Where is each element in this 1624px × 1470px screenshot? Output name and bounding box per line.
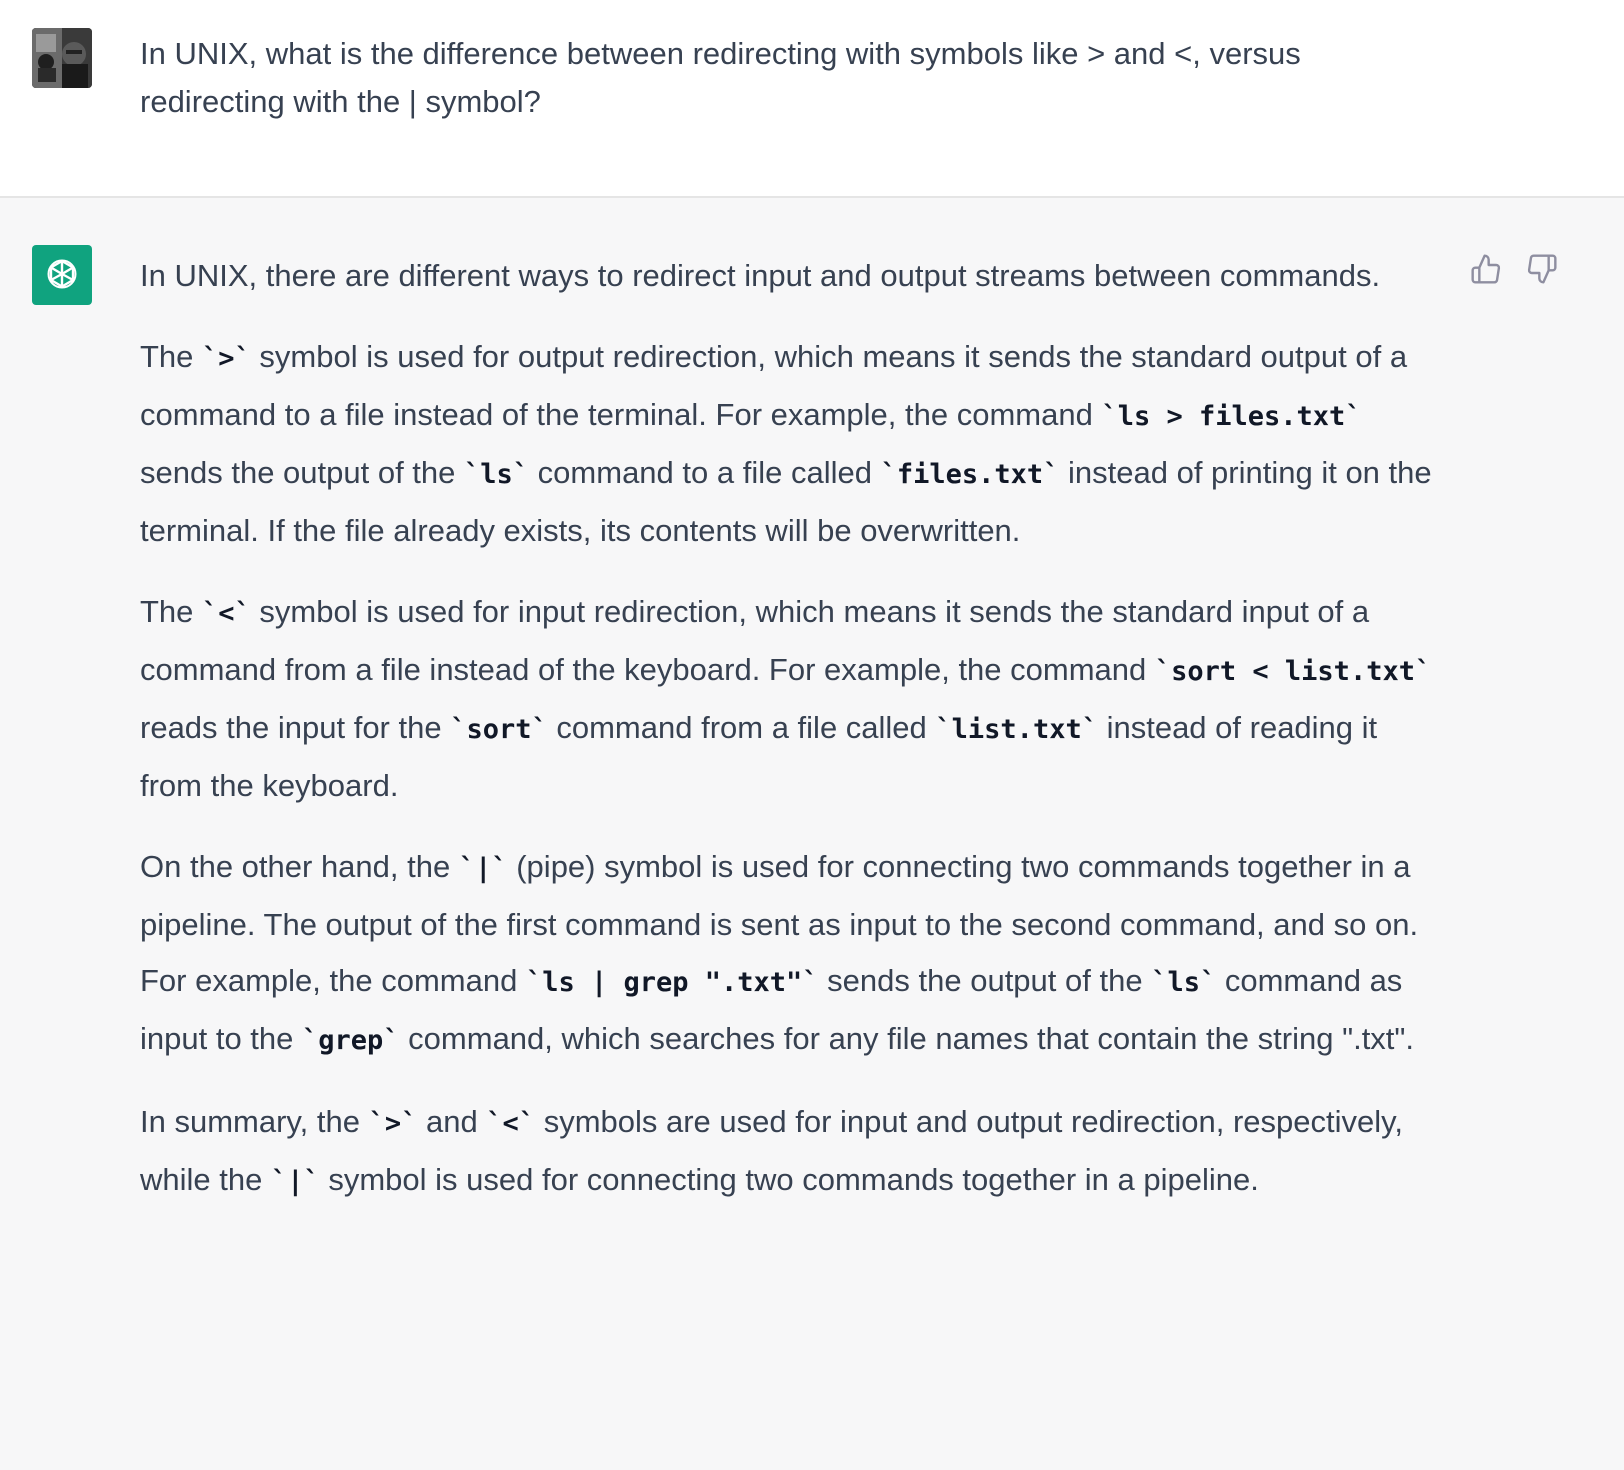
answer-text: instead of printing it on the terminal. If the file already exists, its contents will be overwritten. [140, 455, 1432, 548]
openai-logo-icon [32, 245, 92, 305]
assistant-message [0, 198, 1624, 1470]
inline-code: `ls | grep ".txt"` [525, 967, 819, 998]
answer-text: instead of reading it from the keyboard. [140, 710, 1378, 803]
inline-code: `sort < list.txt` [1154, 656, 1432, 687]
inline-code: `ls > files.txt` [1101, 401, 1362, 432]
answer-text: In summary, the [140, 1104, 369, 1139]
inline-code: `<` [486, 1108, 536, 1139]
user-message [0, 0, 1624, 198]
user-question: In UNIX, what is the difference between redirecting with symbols like > and <, versus redirecting with the | symbol? [140, 36, 1301, 119]
answer-text: symbol is used for input redirection, which means it sends the standard input of a command from a file instead of the keyboard. For example, the command [140, 594, 1370, 687]
answer-text: command to a file called [529, 455, 881, 490]
thumbs-down-icon[interactable] [1525, 252, 1559, 286]
inline-code: `>` [202, 343, 251, 374]
answer-text: sends the output of the [140, 455, 465, 490]
answer-text: The [140, 339, 203, 374]
answer-paragraph [140, 1094, 1440, 1210]
inline-code: `sort` [450, 714, 548, 745]
answer-paragraph [140, 329, 1440, 559]
user-avatar [32, 28, 92, 88]
answer-text: reads the input for the [140, 710, 451, 745]
answer-text: command from a file called [547, 710, 936, 745]
answer-text: sends the output of the [818, 963, 1152, 998]
answer-text: command, which searches for any file names that contain the string ".txt". [399, 1021, 1415, 1056]
answer-text: and [417, 1104, 487, 1139]
answer-text: On the other hand, the [140, 849, 459, 884]
thumbs-up-icon[interactable] [1469, 252, 1503, 286]
inline-code: `|` [270, 1166, 320, 1197]
answer-paragraph [140, 584, 1440, 814]
inline-code: `ls` [1151, 967, 1217, 998]
answer-paragraph [140, 248, 1440, 304]
answer-text: In UNIX, there are different ways to redirect input and output streams between commands. [140, 258, 1381, 293]
answer-paragraph [140, 839, 1440, 1069]
assistant-answer [140, 248, 1440, 1235]
inline-code: `ls` [464, 459, 530, 490]
inline-code: `<` [202, 598, 251, 629]
answer-text: symbols are used for input and output redirection, respectively, while the [140, 1104, 1403, 1197]
answer-text: symbol is used for output redirection, which means it sends the standard output of a command to a file instead of the terminal. For example, the command [140, 339, 1408, 432]
inline-code: `>` [368, 1108, 418, 1139]
inline-code: `grep` [302, 1025, 400, 1056]
answer-text: (pipe) symbol is used for connecting two commands together in a pipeline. The output of the first command is sent as input to the second command, and so on. For example, the command [140, 849, 1419, 998]
inline-code: `list.txt` [935, 714, 1098, 745]
inline-code: `|` [458, 853, 508, 884]
answer-text: The [140, 594, 203, 629]
inline-code: `files.txt` [880, 459, 1060, 490]
answer-text: symbol is used for connecting two commands together in a pipeline. [319, 1162, 1259, 1197]
answer-text: command as input to the [140, 963, 1403, 1056]
